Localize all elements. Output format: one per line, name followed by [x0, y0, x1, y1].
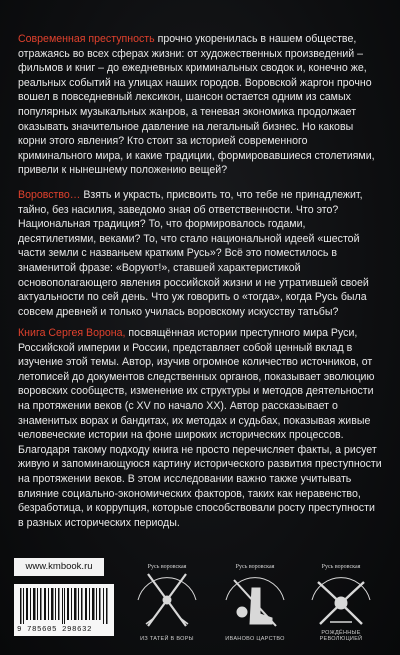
series-logo-1 — [126, 552, 208, 644]
crossed-swords-logo-icon — [126, 552, 208, 636]
series-logo-1-subtitle: ИЗ ТАТЕЙ В ВОРЫ — [140, 636, 194, 642]
isbn-barcode — [14, 584, 114, 636]
crossed-blades-logo-icon — [300, 552, 382, 636]
paragraph-book — [18, 326, 382, 530]
paragraph-theft-lead: Воровство… — [18, 189, 81, 201]
series-logo-3-title: Русь воровская — [321, 564, 361, 570]
paragraph-intro-lead: Современная преступность — [18, 33, 155, 45]
series-logo-2-title: Русь воровская — [235, 564, 275, 570]
barcode-digits: 9 785605 298632 — [17, 626, 93, 634]
paragraph-intro-body: прочно укоренилась в нашем обществе, отражаясь во всех сферах жизни: от художественных произведений – фильмов и книг – до ежедневных криминальных сводок и, конечно же, реальных событий на улицах наших городов. Воровской жаргон прочно вошел в повседневный лексикон, шансон остается одним из самых популярных музыкальных жанров, а теневая экономика продолжает оказывать значительное давление на легальный бизнес. Но каковы корни этого явления? Кто стоит за историей современного криминального мира, и какие традиции, формировавшиеся столетиями, привели к нынешнему положению вещей? — [18, 33, 375, 177]
series-logo-2 — [214, 552, 296, 644]
series-logo-3-subtitle: РОЖДЁННЫЕ РЕВОЛЮЦИЕЙ — [319, 630, 363, 642]
series-logo-2-subtitle: ИВАНОВО ЦАРСТВО — [225, 636, 285, 642]
series-logo-1-title: Русь воровская — [147, 564, 187, 570]
paragraph-theft-body: Взять и украсть, присвоить то, что тебе не принадлежит, тайно, без насилия, заведомо зная об ответственности. Что это? Национальная традиция? То, что формировалось годами, десятилетиями, веками? То, что стало национальной идеей «шестой части земли с названьем кратким Русь»? Всё это поместилось в знаменитой фразе: «Воруют!», ставшей характеристикой основополагающего явления российской жизни и не утратившей своей актуальности по сей день. Что уж говорить о «тогда», когда Русь была совсем древней и только училась воровскому искусству татьбы? — [18, 189, 369, 318]
barcode-icon — [20, 588, 108, 624]
website-label[interactable]: www.kmbook.ru — [14, 558, 104, 576]
boot-and-staff-logo-icon — [214, 552, 296, 636]
paragraph-theft — [18, 188, 382, 319]
paragraph-book-lead: Книга Сергея Ворона, — [18, 327, 126, 339]
paragraph-intro — [18, 32, 382, 178]
paragraph-book-body: посвящённая истории преступного мира Руси, Российской империи и России, представляет собой ценный вклад в изучение этой темы. Автор, изучив огромное количество источников, от летописей до документов следственных органов, показывает эволюцию воровских сообществ, изменение их структуры и методов деятельности на протяжении веков (с XV по начало XX). Автор рассказывает о знаменитых ворах и бандитах, их методах и судьбах, показывая живые человеческие истории на фоне широких исторических процессов. Благодаря такому подходу книга не просто перечисляет факты, а рисует живую и запоминающуюся картину исторического развития преступности на протяжении веков. В этом исследовании важно также учитывать влияние социально-экономических факторов, таких как неравенство, безработица, и коррупция, которые способствовали росту преступности в разных исторических периоды. — [18, 327, 382, 529]
series-logo-3 — [300, 552, 382, 644]
